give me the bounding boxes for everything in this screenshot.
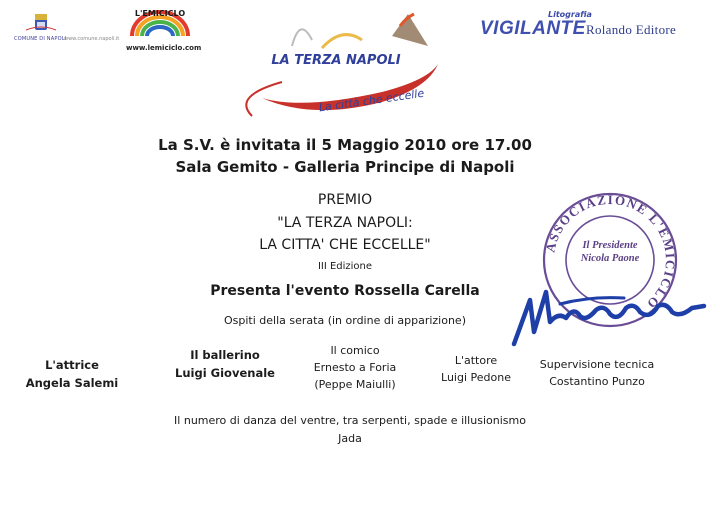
guest-comedian xyxy=(290,342,420,393)
stamp-ring-text: ASSOCIAZIONE L'EMICICLO xyxy=(542,191,679,313)
guest-dancer xyxy=(165,346,285,382)
edition-label: III Edizione xyxy=(317,261,373,272)
guest-name: Costantino Punzo xyxy=(549,375,645,388)
guest-name: Luigi Giovenale xyxy=(175,366,275,380)
sponsor-small-label: Litografia xyxy=(548,10,592,19)
event-logo-subtitle: La città che eccelle xyxy=(318,86,425,115)
guest-role: Supervisione tecnica xyxy=(539,358,655,371)
premio-heading: PREMIO xyxy=(317,192,373,208)
president-signature xyxy=(500,282,710,350)
technical-supervisor xyxy=(526,356,668,390)
comune-url: www.comune.napoli.it xyxy=(64,36,120,42)
comune-label: COMUNE DI NAPOLI xyxy=(14,36,67,42)
guest-alias: (Peppe Maiulli) xyxy=(314,378,396,391)
emiciclo-logo xyxy=(124,4,196,46)
stamp-title: Il Presidente xyxy=(582,240,638,251)
sponsor-name: VIGILANTE xyxy=(480,18,586,39)
event-logo-title: LA TERZA NAPOLI xyxy=(271,53,401,68)
emiciclo-logo-text: L'EMICICLO xyxy=(134,9,186,18)
guest-name: Angela Salemi xyxy=(25,376,119,390)
guest-name: Luigi Pedone xyxy=(441,371,511,384)
publisher-name: Rolando Editore xyxy=(586,22,677,37)
guest-role: L'attrice xyxy=(45,358,99,372)
guest-role: Il ballerino xyxy=(190,348,260,362)
guest-role: Il comico xyxy=(330,344,380,357)
stamp-name: Nicola Paone xyxy=(580,253,640,264)
premio-title-line-2: LA CITTA' CHE ECCELLE" xyxy=(259,237,431,253)
invitation-date-line: La S.V. è invitata il 5 Maggio 2010 ore 17.00 xyxy=(158,136,532,154)
la-terza-napoli-logo xyxy=(232,6,446,122)
premio-title-line-1: "LA TERZA NAPOLI: xyxy=(277,215,413,231)
invitation-venue-line: Sala Gemito - Galleria Principe di Napoli xyxy=(175,158,515,176)
comune-crest-logo xyxy=(24,12,58,34)
emiciclo-url: www.lemiciclo.com xyxy=(126,44,202,52)
guest-role: L'attore xyxy=(454,354,498,367)
dance-performer-name: Jada xyxy=(338,432,362,445)
dance-act-description: Il numero di danza del ventre, tra serpenti, spade e illusionismo xyxy=(174,414,526,427)
presenter-line: Presenta l'evento Rossella Carella xyxy=(210,283,480,299)
guests-heading: Ospiti della serata (in ordine di apparizione) xyxy=(223,314,466,327)
guest-name: Ernesto a Foria xyxy=(313,361,397,374)
guest-actress xyxy=(12,356,132,392)
guest-actor xyxy=(424,352,528,386)
